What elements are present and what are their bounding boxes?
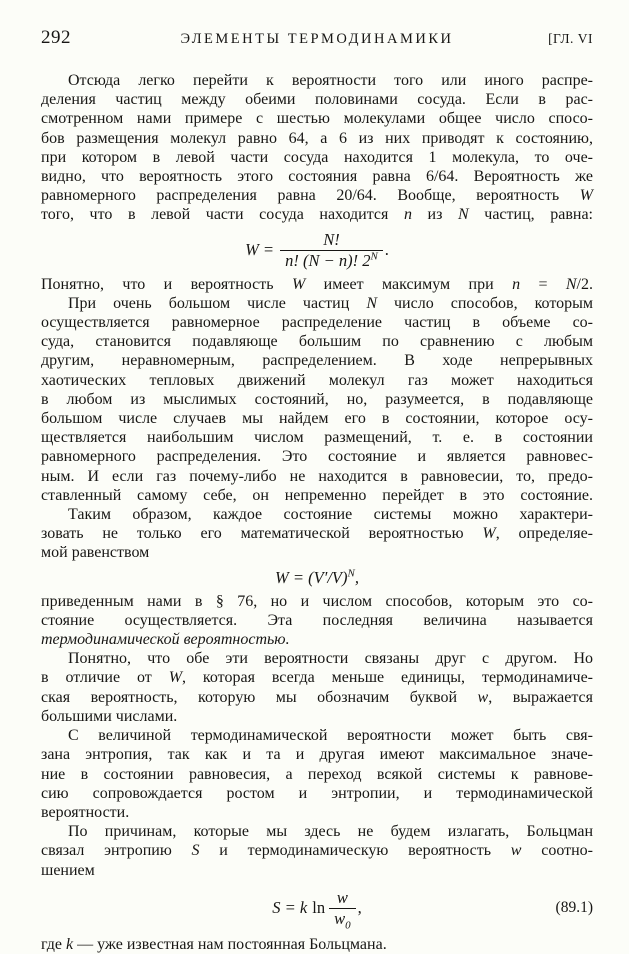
text-run: ние в состоянии равновесия, а переход всякой системы к равнове- (41, 765, 593, 783)
text-line (41, 803, 593, 822)
running-title: ЭЛЕМЕНТЫ ТЕРМОДИНАМИКИ (180, 31, 454, 47)
text-run: где (41, 935, 67, 953)
fraction (280, 231, 383, 270)
text-run: S (191, 842, 200, 860)
text-line (41, 668, 593, 687)
formula-mathematical-probability (41, 569, 593, 587)
text-run: термодинамической вероятностью. (41, 631, 290, 649)
text-line (41, 371, 593, 390)
paragraph (41, 275, 593, 294)
formula-boltzmann-entropy (41, 887, 593, 932)
text-run: осуществляется равномерное распределение частиц в объеме со- (41, 314, 593, 332)
text-run: стояние осуществляется. Эта последняя величина называется (41, 611, 593, 629)
fraction-numerator: N! (323, 229, 340, 249)
equation-number: (89.1) (555, 899, 593, 917)
text-run: имеет максимум при (305, 275, 513, 293)
text-line (41, 351, 593, 370)
text-run: мой равенством (41, 544, 150, 562)
denominator-text: w (334, 908, 346, 928)
text-run: W (291, 275, 306, 293)
formula-text: W = (V′/V) (275, 567, 348, 587)
text-run: n (512, 275, 521, 293)
text-run: суда, становится подавляюще большим по сравнению с любым (41, 333, 593, 351)
page-header (41, 27, 593, 49)
denominator-subscript: 0 (345, 919, 351, 932)
text-run: , определяе- (495, 525, 593, 543)
paragraph (41, 822, 593, 880)
text-run: в любом из мыслимых состояний, но, разумеется, в подавляюще (41, 390, 593, 408)
text-run: N (565, 275, 577, 293)
text-run: Таким образом, каждое состояние системы можно характери- (68, 506, 593, 524)
text-line (41, 90, 593, 109)
text-run: /2. (576, 275, 593, 293)
text-run: При очень большом числе частиц (68, 294, 367, 312)
formula-period: . (384, 240, 389, 260)
text-line (41, 447, 593, 466)
paragraph (41, 294, 593, 505)
formula-exponent: N (347, 567, 355, 580)
text-line (41, 390, 593, 409)
text-line (41, 148, 593, 167)
text-run: из (411, 206, 459, 224)
text-run: N (366, 294, 377, 312)
denominator-exponent: N (370, 250, 378, 263)
text-run: — уже известная нам постоянная Больцмана. (73, 935, 387, 953)
text-line (41, 649, 593, 668)
text-line (41, 313, 593, 332)
formula-body (275, 569, 355, 587)
paragraph (41, 71, 593, 225)
text-run: равномерного распределения равна 20/64. Вообще, вероятность (41, 187, 580, 205)
formula-lhs: S = k (272, 898, 308, 918)
text-run: W (482, 525, 496, 543)
text-line (41, 765, 593, 784)
fraction (329, 887, 356, 932)
text-line (41, 630, 593, 649)
text-line (41, 524, 593, 543)
paragraph (41, 592, 593, 650)
text-line (41, 784, 593, 803)
text-line (41, 428, 593, 447)
text-line (41, 129, 593, 148)
text-run: k (66, 935, 74, 953)
paragraph (41, 505, 593, 563)
text-line (41, 332, 593, 351)
text-line (41, 205, 593, 224)
text-run: вероятности. (41, 803, 130, 821)
text-line (41, 186, 593, 205)
text-run: соотно- (521, 842, 593, 860)
text-run: сию сопровождается ростом и энтропии, и термодинамической (41, 784, 593, 802)
text-line (41, 822, 593, 841)
text-run: Понятно, что обе эти вероятности связаны друг с другом. Но (68, 650, 593, 668)
text-run: смотренном нами примере с шестью молекулами общее число спосо- (41, 110, 593, 128)
text-run: шением (41, 861, 95, 879)
text-line (41, 486, 593, 505)
text-run: Отсюда легко перейти к вероятности того или иного распре- (68, 72, 593, 89)
text-run: зана энтропия, так как и та и другая имеют максимальное значе- (41, 746, 593, 764)
text-run: приведенным нами в § 76, но и числом способов, которым это со- (41, 592, 593, 610)
text-run: при котором в левой части сосуда находится 1 молекула, то оче- (41, 148, 593, 166)
text-line (41, 543, 593, 562)
text-run: видно, что вероятность этого состояния равна 6/64. Вероятность же (41, 168, 593, 186)
text-line (41, 294, 593, 313)
text-run: ставленный самому себе, он непременно перейдет в это состояние. (41, 486, 593, 504)
text-run: хаотических тепловых движений молекул газ может находиться (41, 371, 593, 389)
text-run: большими числами. (41, 707, 178, 725)
text-run: w (477, 688, 489, 706)
ln-operator: ln (312, 898, 326, 918)
text-run: ская вероятность, которую мы обозначим буквой (41, 688, 478, 706)
text-line (41, 688, 593, 707)
text-run: N (458, 206, 469, 224)
text-line (41, 861, 593, 880)
formula-lhs: W = (245, 240, 275, 260)
text-line (41, 707, 593, 726)
text-line (41, 841, 593, 860)
formula-comma: , (357, 898, 362, 918)
chapter-label: [ГЛ. VI (548, 31, 593, 46)
text-run: большом числе случаев мы найдем его в состоянии, которое осу- (41, 410, 593, 428)
fraction-denominator (329, 908, 356, 932)
fraction-numerator: w (336, 887, 348, 907)
text-line (41, 935, 593, 954)
text-line (41, 505, 593, 524)
paragraph (41, 935, 593, 954)
text-run: частиц, равна: (468, 206, 594, 224)
text-line (41, 467, 593, 486)
text-run: ным. И если газ почему-либо не находится в равновесии, то, предо- (41, 467, 593, 485)
text-run: w (510, 842, 522, 860)
text-line (41, 409, 593, 428)
formula-comma: , (354, 567, 359, 587)
formula-binomial-probability (41, 231, 593, 270)
page-body (41, 71, 593, 954)
text-line (41, 275, 593, 294)
text-run: W (579, 187, 593, 205)
text-line (41, 745, 593, 764)
text-run: в отличие от (41, 669, 169, 687)
paragraph (41, 649, 593, 726)
text-line (41, 592, 593, 611)
text-run: бов размещения молекул равно 64, а 6 из них приводят к состоянию, (41, 129, 593, 147)
text-run: W (168, 669, 183, 687)
text-run: число способов, которым (376, 294, 593, 312)
denominator-text: n! (N − n)! 2 (285, 250, 371, 270)
text-run: зовать не только его математической вероятностью (41, 525, 483, 543)
text-line (41, 71, 593, 90)
text-run: другим, неравномерным, распределением. В ходе непрерывных (41, 352, 593, 370)
text-run: С величиной термодинамической вероятности может быть свя- (68, 727, 593, 745)
text-run: , выражается (488, 688, 593, 706)
text-run: n (403, 206, 412, 224)
text-line (41, 611, 593, 630)
text-line (41, 109, 593, 128)
text-run: = (520, 275, 566, 293)
fraction-denominator (280, 250, 383, 270)
text-run: По причинам, которые мы здесь не будем излагать, Больцман (68, 823, 593, 841)
paragraph (41, 726, 593, 822)
text-run: равномерного распределения. Это состояние и является равновес- (41, 448, 593, 466)
text-run: , которая всегда меньше единицы, термодинамиче- (182, 669, 593, 687)
page-number: 292 (41, 27, 71, 48)
text-run: и термодинамическую вероятность (199, 842, 511, 860)
text-run: Понятно, что и вероятность (41, 275, 292, 293)
text-run: связал энтропию (41, 842, 192, 860)
text-line (41, 167, 593, 186)
text-line (41, 726, 593, 745)
text-run: ществляется наибольшим числом размещений, т. е. в состоянии (41, 429, 593, 447)
text-run: деления частиц между обеими половинами сосуда. Если в рас- (41, 91, 593, 109)
text-run: того, что в левой части сосуда находится (41, 206, 404, 224)
